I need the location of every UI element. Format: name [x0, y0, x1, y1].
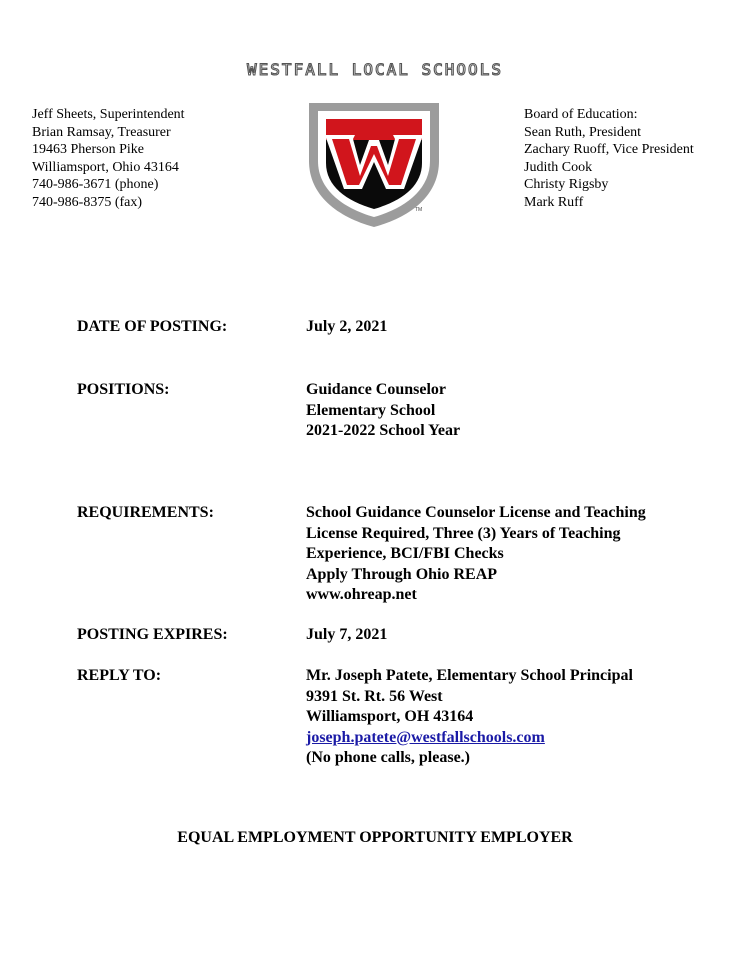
board-member: Sean Ruth, President — [524, 124, 642, 140]
board-member: Christy Rigsby — [524, 177, 609, 193]
contact-line: Williamsport, Ohio 43164 — [32, 159, 179, 175]
reply-to-value — [306, 666, 633, 769]
contact-line: Jeff Sheets, Superintendent — [32, 107, 185, 122]
position-line: 2021-2022 School Year — [306, 422, 461, 439]
board-of-education — [524, 106, 694, 212]
reply-note: (No phone calls, please.) — [306, 749, 470, 766]
position-line: Guidance Counselor — [306, 381, 447, 398]
posting-expires-label: POSTING EXPIRES: — [77, 626, 228, 643]
requirement-line: Apply Through Ohio REAP — [306, 565, 498, 583]
board-heading: Board of Education: — [524, 107, 638, 122]
date-of-posting-value: July 2, 2021 — [306, 318, 388, 335]
reply-line: Williamsport, OH 43164 — [306, 708, 474, 725]
positions-label: POSITIONS: — [77, 381, 170, 398]
trademark-mark: TM — [415, 207, 423, 213]
superintendent-contact — [32, 106, 185, 212]
requirements-value — [306, 503, 646, 606]
contact-line: 740-986-3671 (phone) — [32, 177, 159, 193]
board-member: Judith Cook — [524, 159, 593, 175]
westfall-logo — [305, 99, 443, 229]
equal-opportunity-footer: EQUAL EMPLOYMENT OPPORTUNITY EMPLOYER — [177, 829, 573, 846]
requirement-line: License Required, Three (3) Years of Teaching — [306, 524, 621, 542]
contact-line: Brian Ramsay, Treasurer — [32, 124, 171, 140]
board-member: Mark Ruff — [524, 194, 584, 210]
board-member: Zachary Ruoff, Vice President — [524, 142, 694, 158]
requirement-line: Experience, BCI/FBI Checks — [306, 545, 504, 562]
requirement-line: www.ohreap.net — [306, 586, 417, 603]
reply-email-link[interactable]: joseph.patete@westfallschools.com — [306, 728, 545, 746]
posting-expires-value: July 7, 2021 — [306, 626, 388, 643]
positions-value — [306, 380, 460, 442]
requirements-label: REQUIREMENTS: — [77, 504, 214, 521]
reply-line: 9391 St. Rt. 56 West — [306, 687, 443, 705]
district-name: WESTFALL LOCAL SCHOOLS — [247, 60, 503, 79]
position-line: Elementary School — [306, 401, 436, 419]
date-of-posting-label: DATE OF POSTING: — [77, 318, 228, 335]
contact-line: 19463 Pherson Pike — [32, 142, 144, 158]
reply-line: Mr. Joseph Patete, Elementary School Principal — [306, 667, 633, 684]
contact-line: 740-986-8375 (fax) — [32, 194, 143, 210]
requirement-line: School Guidance Counselor License and Teaching — [306, 504, 646, 521]
reply-to-label: REPLY TO: — [77, 667, 162, 684]
